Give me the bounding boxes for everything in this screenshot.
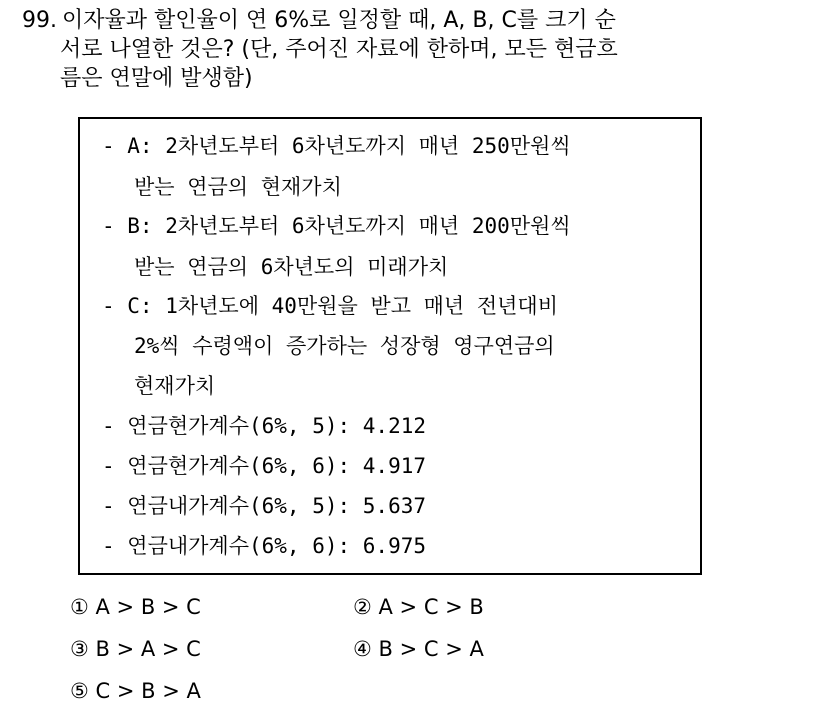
box-item-fvifa-6: - 연금내가계수(6%, 6): 6.975: [102, 534, 427, 558]
question-stem: [22, 6, 802, 93]
info-box: [78, 117, 702, 575]
question-line-1: [22, 6, 802, 35]
question-text-line-3: 름은 연말에 발생함): [60, 66, 253, 91]
box-item-b-cont: 받는 연금의 6차년도의 미래가치: [134, 255, 449, 279]
box-item-a: - A: 2차년도부터 6차년도까지 매년 250만원씩: [102, 134, 571, 158]
box-item-b: - B: 2차년도부터 6차년도까지 매년 200만원씩: [102, 214, 571, 238]
box-item-c-cont-2: 현재가치: [134, 374, 216, 398]
choice-4[interactable]: ④ B > C > A: [353, 637, 484, 661]
box-item-c: - C: 1차년도에 40만원을 받고 매년 전년대비: [102, 294, 559, 318]
box-item-fvifa-5: - 연금내가계수(6%, 5): 5.637: [102, 494, 427, 518]
question-text-line-2: 서로 나열한 것은? (단, 주어진 자료에 한하며, 모든 현금흐: [60, 37, 618, 62]
box-item-a-cont: 받는 연금의 현재가치: [134, 175, 342, 199]
choice-3[interactable]: ③ B > A > C: [70, 637, 201, 661]
box-item-pvifa-5: - 연금현가계수(6%, 5): 4.212: [102, 414, 427, 438]
choice-5[interactable]: ⑤ C > B > A: [70, 679, 201, 703]
box-item-pvifa-6: - 연금현가계수(6%, 6): 4.917: [102, 454, 427, 478]
choice-2[interactable]: ② A > C > B: [353, 595, 484, 619]
question-text-line-1: 이자율과 할인율이 연 6%로 일정할 때, A, B, C를 크기 순: [62, 8, 616, 33]
box-item-c-cont-1: 2%씩 수령액이 증가하는 성장형 영구연금의: [134, 334, 555, 358]
choice-1[interactable]: ① A > B > C: [70, 595, 201, 619]
question-number: 99.: [22, 8, 57, 33]
